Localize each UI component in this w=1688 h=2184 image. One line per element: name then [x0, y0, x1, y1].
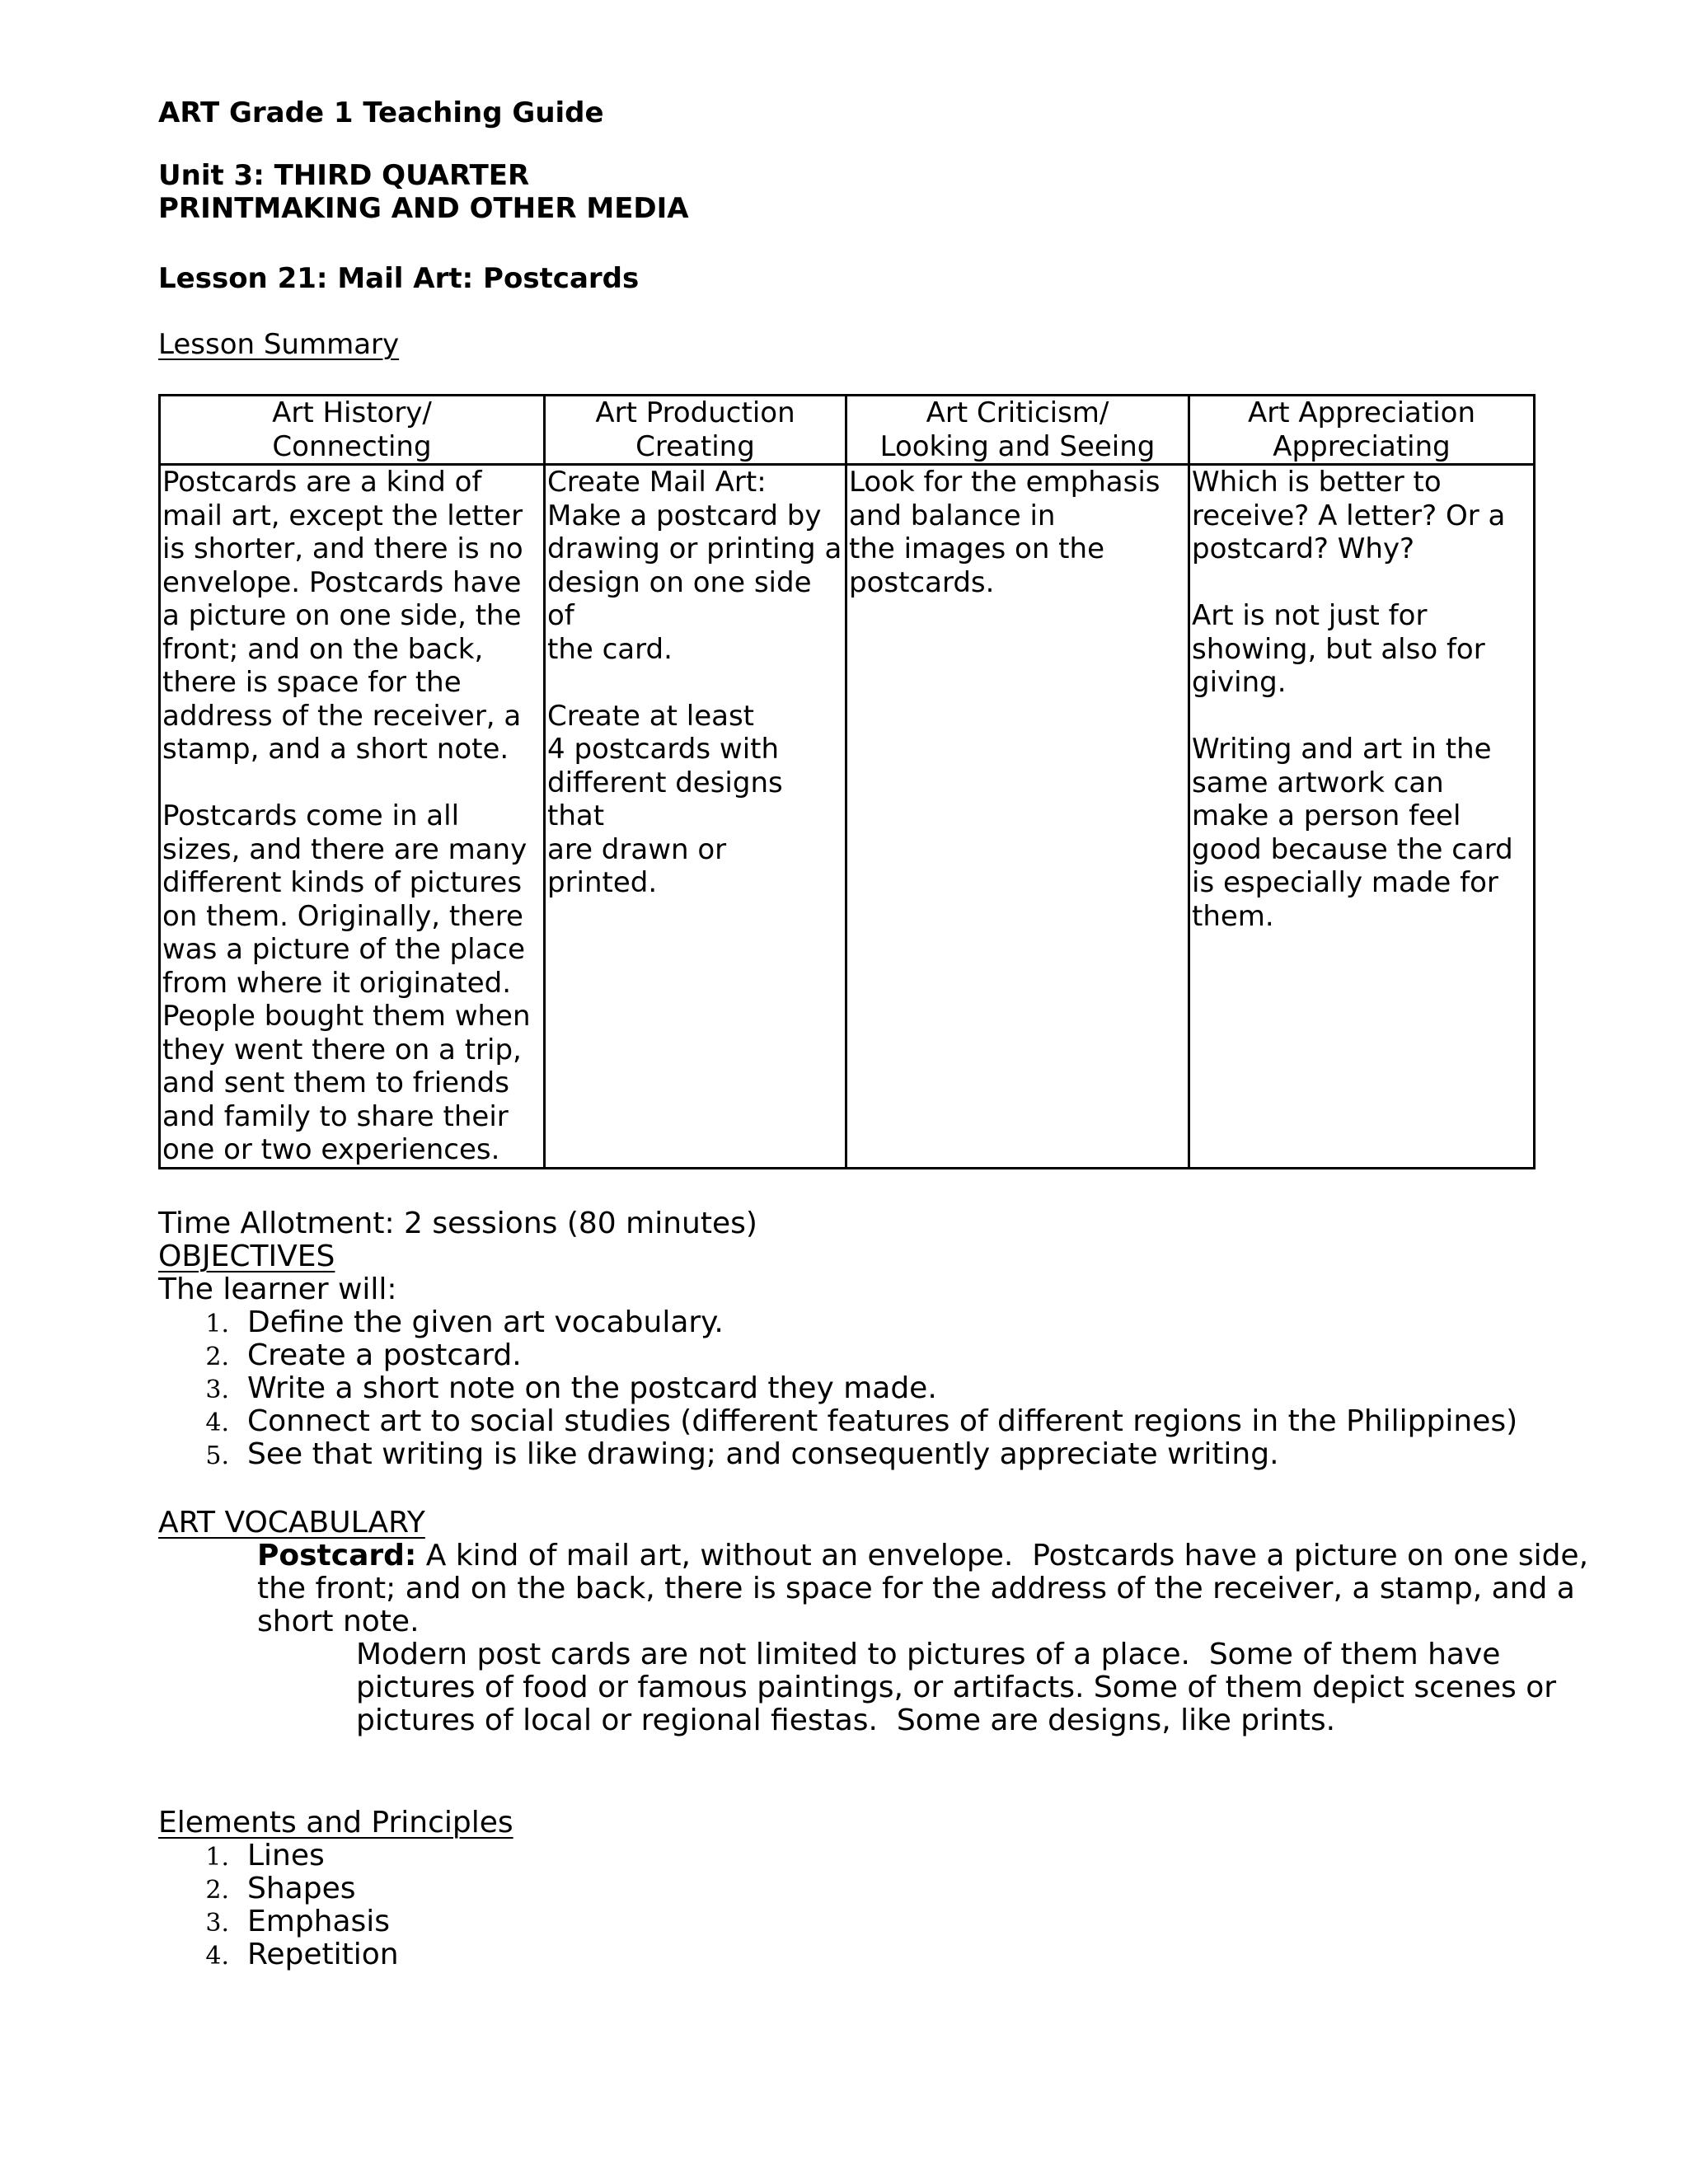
- list-number: 2.: [205, 1343, 229, 1371]
- vocabulary-note-line-2: pictures of food or famous paintings, or artifacts. Some of them depict scenes or: [356, 1671, 1557, 1704]
- list-number: 4.: [205, 1408, 229, 1437]
- unit-title: Unit 3: THIRD QUARTER: [158, 159, 530, 192]
- list-item: [180, 1840, 325, 1874]
- list-text: Write a short note on the postcard they made.: [247, 1371, 937, 1405]
- objectives-heading: OBJECTIVES: [158, 1240, 335, 1273]
- list-text: Connect art to social studies (different features of different regions in the Philippines): [247, 1404, 1518, 1438]
- cell-art-appreciation: Which is better to receive? A letter? Or a postcard? Why? Art is not just for showing, but also for giving. Writing and art in the same artwork can make a person feel good because the card is especially made for them.: [1189, 465, 1535, 1169]
- header-art-history: Art History/ Connecting: [160, 396, 545, 465]
- list-number: 1.: [205, 1310, 229, 1338]
- vocabulary-definition-line-2: the front; and on the back, there is space for the address of the receiver, a stamp, and a: [257, 1572, 1575, 1605]
- list-text: Create a postcard.: [247, 1338, 522, 1372]
- list-item: [180, 1905, 390, 1940]
- header-art-appreciation: Art Appreciation Appreciating: [1189, 396, 1535, 465]
- list-item: [180, 1372, 937, 1407]
- table-row: [160, 465, 1535, 1169]
- elements-heading: Elements and Principles: [158, 1806, 513, 1840]
- unit-subtitle: PRINTMAKING AND OTHER MEDIA: [158, 192, 689, 225]
- lesson-title: Lesson 21: Mail Art: Postcards: [158, 262, 640, 295]
- vocabulary-heading: ART VOCABULARY: [158, 1506, 425, 1540]
- list-text: Lines: [247, 1839, 325, 1872]
- vocabulary-note-line-1: Modern post cards are not limited to pictures of a place. Some of them have: [356, 1638, 1501, 1671]
- list-number: 1.: [205, 1843, 229, 1872]
- list-text: Repetition: [247, 1938, 399, 1971]
- header-art-production: Art Production Creating: [545, 396, 846, 465]
- document-header: ART Grade 1 Teaching Guide: [158, 96, 604, 129]
- objectives-intro: The learner will:: [158, 1272, 397, 1306]
- list-number: 2.: [205, 1876, 229, 1905]
- list-item: [180, 1438, 1279, 1473]
- list-text: Emphasis: [247, 1905, 391, 1938]
- list-text: Shapes: [247, 1872, 356, 1905]
- cell-art-production: Create Mail Art: Make a postcard by drawing or printing a design on one side of the card. Create at least 4 postcards with different designs that are drawn or printed.: [545, 465, 846, 1169]
- vocabulary-term: Postcard:: [257, 1539, 417, 1572]
- header-art-criticism: Art Criticism/ Looking and Seeing: [846, 396, 1189, 465]
- cell-art-history: Postcards are a kind of mail art, except the letter is shorter, and there is no envelope. Postcards have a picture on one side, the front; and on the back, there is space for the address of the receiver, a stamp, and a short note. Postcards come in all sizes, and there are many different kinds of pictures on them. Originally, there was a picture of the place from where it originated. People bought them when they went there on a trip, and sent them to friends and family to share their one or two experiences.: [160, 465, 545, 1169]
- list-item: [180, 1872, 355, 1907]
- list-text: See that writing is like drawing; and consequently appreciate writing.: [247, 1437, 1279, 1471]
- list-number: 3.: [205, 1909, 229, 1938]
- list-number: 4.: [205, 1942, 229, 1971]
- vocabulary-definition-line-3: short note.: [257, 1605, 420, 1638]
- list-text: Define the given art vocabulary.: [247, 1305, 724, 1339]
- time-allotment: Time Allotment: 2 sessions (80 minutes): [158, 1207, 757, 1240]
- list-item: [180, 1339, 522, 1374]
- vocabulary-definition-line-1: Postcard: A kind of mail art, without an envelope. Postcards have a picture on one side,: [257, 1539, 1589, 1572]
- list-number: 5.: [205, 1441, 229, 1470]
- lesson-summary-heading: Lesson Summary: [158, 328, 400, 361]
- list-number: 3.: [205, 1376, 229, 1404]
- lesson-summary-table: [158, 394, 1536, 1169]
- list-item: [180, 1405, 1517, 1440]
- list-item: [180, 1306, 724, 1341]
- cell-art-criticism: Look for the emphasis and balance in the images on the postcards.: [846, 465, 1189, 1169]
- vocabulary-note-line-3: pictures of local or regional fiestas. Some are designs, like prints.: [356, 1704, 1336, 1737]
- table-header-row: [160, 396, 1535, 465]
- list-item: [180, 1938, 399, 1973]
